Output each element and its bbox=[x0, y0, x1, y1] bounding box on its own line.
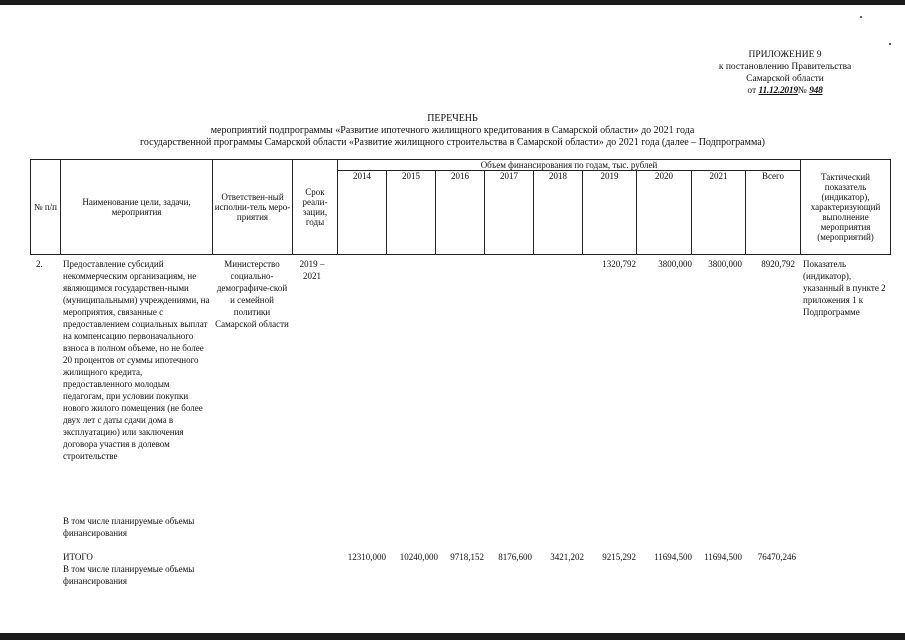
document-subtitle-1: мероприятий подпрограммы «Развитие ипотечного жилищного кредитования в Самарской области» до 2021 года bbox=[210, 125, 695, 136]
row-name-sub: В том числе планируемые объемы финансирования bbox=[63, 516, 195, 538]
total-sub: В том числе планируемые объемы финансирования bbox=[63, 564, 195, 586]
header-year-2014: 2014 bbox=[338, 171, 387, 255]
header-total: Всего bbox=[746, 171, 801, 255]
total-value-2015: 10240,000 bbox=[399, 552, 438, 562]
header-num: № п/п bbox=[31, 160, 61, 255]
total-value-2021: 11694,500 bbox=[704, 552, 742, 562]
row-value-2019: 1320,792 bbox=[602, 259, 636, 269]
total-value-2014: 12310,000 bbox=[347, 552, 386, 562]
document-subtitle-2: государственной программы Самарской области «Развитие жилищного строительства в Самарской области» до 2021 года (далее – Подпрограмма) bbox=[140, 137, 765, 148]
handwritten-date: 11.12.2019 bbox=[758, 86, 798, 96]
scan-speck bbox=[889, 43, 891, 45]
header-executor: Ответствен-ный исполни-тель меро-приятия bbox=[213, 160, 293, 255]
row-value-2021: 3800,000 bbox=[708, 259, 742, 269]
date-prefix: от bbox=[747, 86, 757, 96]
row-value-total: 8920,792 bbox=[761, 259, 795, 269]
row-executor: Министерство социально-демографиче-ской и семейной политики Самарской области bbox=[215, 259, 289, 329]
scan-bottom-edge bbox=[0, 633, 905, 640]
total-value-2017: 8176,600 bbox=[498, 552, 532, 562]
total-value-2016: 9718,152 bbox=[450, 552, 484, 562]
total-value-total: 76470,246 bbox=[757, 552, 796, 562]
header-year-2015: 2015 bbox=[387, 171, 436, 255]
header-year-2016: 2016 bbox=[436, 171, 485, 255]
header-year-2021: 2021 bbox=[692, 171, 746, 255]
financing-table-header bbox=[30, 159, 891, 255]
header-year-2018: 2018 bbox=[534, 171, 583, 255]
header-indicator: Тактический показатель (индикатор), характеризующий выполнение мероприятия (мероприятий) bbox=[801, 160, 891, 255]
header-year-2017: 2017 bbox=[485, 171, 534, 255]
appendix-block bbox=[685, 49, 885, 97]
row-name: Предоставление субсидий некоммерческим организациям, не являющимся государствен-ными (муниципальными) учреждениями, на мероприятия, связанные с предоставлением социальных выплат на компенсацию первоначального взноса в полном объеме, но не более 20 процентов от суммы ипотечного жилищного кредита, предоставленного молодым педагогам, при условии покупки нового жилого помещения (не более двух лет с даты сдачи дома в эксплуатацию) или заключения договора участия в долевом строительстве bbox=[63, 259, 210, 461]
appendix-resolution: к постановлению Правительства bbox=[718, 62, 852, 72]
row-term: 2019 – 2021 bbox=[299, 259, 325, 281]
row-value-2020: 3800,000 bbox=[658, 259, 692, 269]
appendix-title: ПРИЛОЖЕНИЕ 9 bbox=[748, 50, 822, 60]
appendix-date-line bbox=[685, 85, 885, 97]
scan-speck bbox=[860, 16, 862, 18]
appendix-region: Самарской области bbox=[746, 74, 824, 84]
header-year-2020: 2020 bbox=[637, 171, 692, 255]
total-label: ИТОГО bbox=[63, 552, 93, 562]
row-indicator: Показатель (индикатор), указанный в пункте 2 приложения 1 к Подпрограмме bbox=[803, 259, 886, 317]
header-year-2019: 2019 bbox=[583, 171, 637, 255]
number-sign: № bbox=[797, 86, 807, 96]
document-title: ПЕРЕЧЕНЬ bbox=[427, 113, 478, 124]
header-term: Срок реали-зации, годы bbox=[293, 160, 338, 255]
total-value-2019: 9215,292 bbox=[602, 552, 636, 562]
row-num: 2. bbox=[36, 259, 43, 269]
header-name: Наименование цели, задачи, мероприятия bbox=[61, 160, 213, 255]
total-value-2020: 11694,500 bbox=[654, 552, 692, 562]
handwritten-number: 948 bbox=[809, 86, 823, 96]
header-financing: Объем финансирования по годам, тыс. рублей bbox=[338, 160, 801, 171]
total-value-2018: 3421,202 bbox=[550, 552, 584, 562]
scan-top-edge bbox=[0, 0, 905, 5]
